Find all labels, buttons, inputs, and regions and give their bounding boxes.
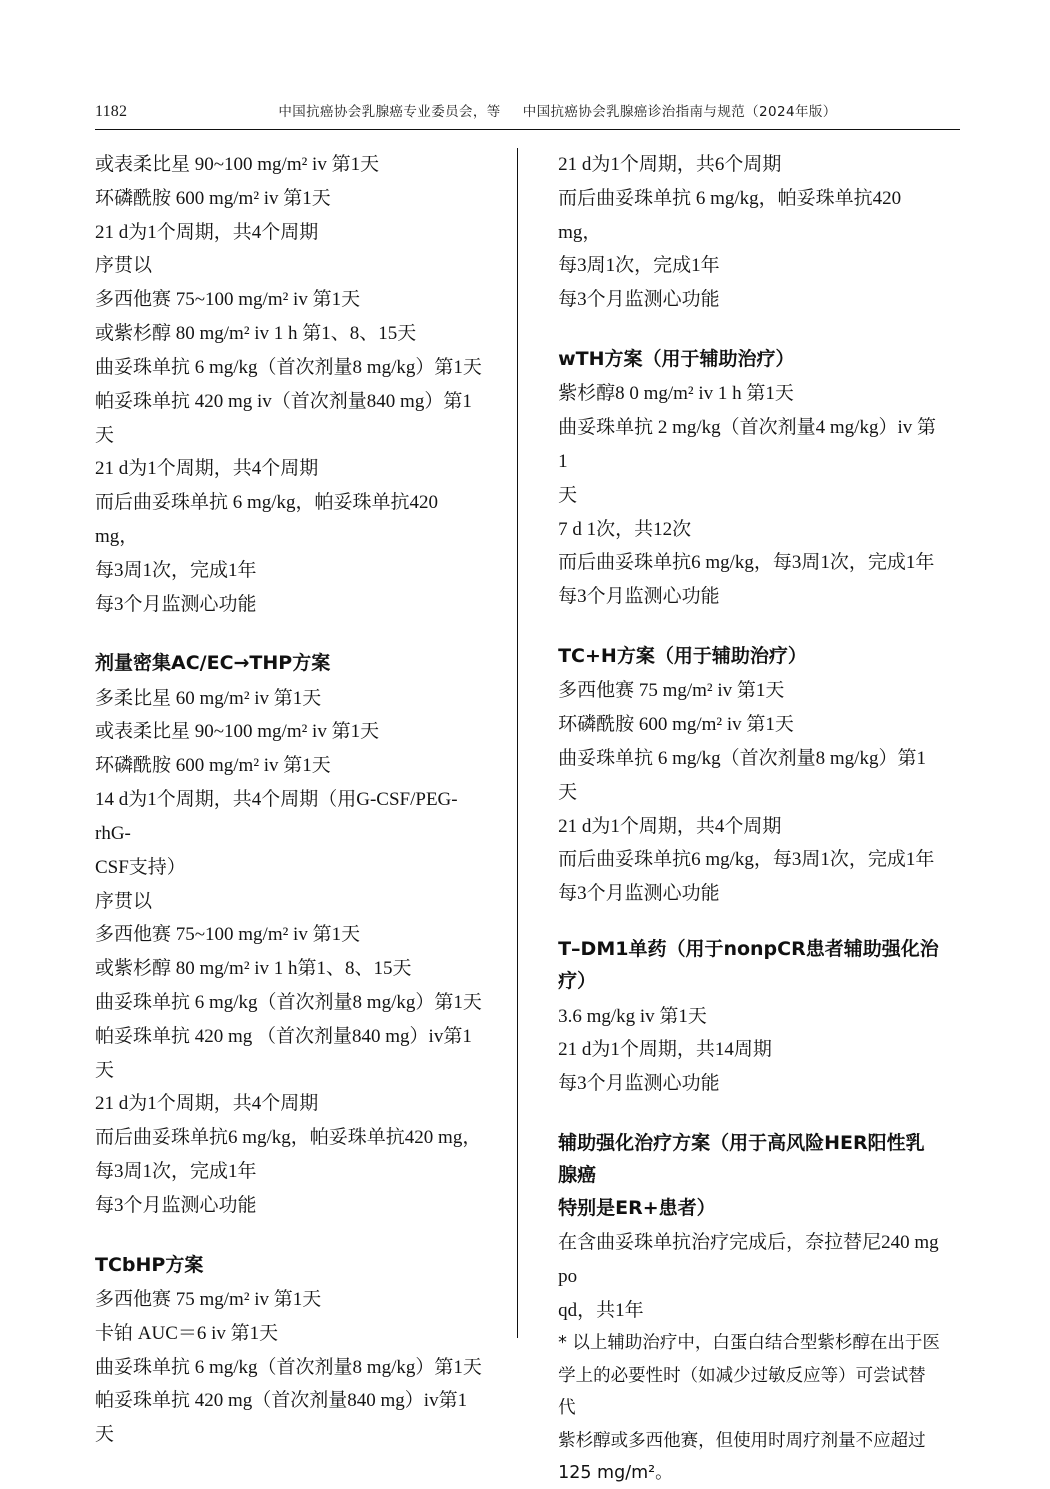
regimen-line: 序贯以 [95, 890, 153, 912]
regimen-line: 3.6 mg/kg iv 第1天 [558, 1005, 707, 1027]
regimen-line: 多西他赛 75 mg/m² iv 第1天 [95, 1288, 322, 1310]
regimen-line: 紫杉醇8 0 mg/m² iv 1 h 第1天 [558, 383, 794, 405]
regimen-line: 帕妥珠单抗 420 mg （首次剂量840 mg）iv第1天 [95, 1025, 472, 1081]
regimen-line: 环磷酰胺 600 mg/m² iv 第1天 [558, 714, 794, 736]
regimen-line: 环磷酰胺 600 mg/m² iv 第1天 [95, 187, 331, 209]
regimen-heading: wTH方案（用于辅助治疗） [558, 348, 795, 371]
right-block-tdm1 [558, 933, 940, 1101]
regimen-line: qd，共1年 [558, 1299, 644, 1321]
regimen-line: 帕妥珠单抗 420 mg（首次剂量840 mg）iv第1天 [95, 1390, 468, 1446]
footnote-line: 125 mg/m²。 [558, 1462, 673, 1483]
regimen-line: 曲妥珠单抗 6 mg/kg（首次剂量8 mg/kg）第1天 [558, 747, 926, 803]
regimen-line: 每3个月监测心功能 [95, 593, 257, 615]
two-column-body [95, 148, 960, 1483]
right-block-tc-h [558, 640, 940, 911]
regimen-line: 每3个月监测心功能 [558, 586, 720, 608]
regimen-line: 每3个月监测心功能 [558, 1073, 720, 1095]
regimen-heading-line2: 特别是ER+患者） [558, 1196, 716, 1219]
left-column [95, 148, 515, 1446]
regimen-heading: TC+H方案（用于辅助治疗） [558, 645, 807, 668]
regimen-line: 21 d为1个周期，共4个周期 [558, 815, 782, 837]
regimen-line: 卡铂 AUC＝6 iv 第1天 [95, 1322, 279, 1344]
regimen-line: 多西他赛 75~100 mg/m² iv 第1天 [95, 924, 361, 946]
column-divider [517, 148, 518, 1338]
page-header [95, 100, 960, 127]
regimen-line: 帕妥珠单抗 420 mg iv（首次剂量840 mg）第1天 [95, 390, 472, 446]
regimen-line: 而后曲妥珠单抗6 mg/kg，帕妥珠单抗420 mg， [95, 1127, 482, 1149]
footnote-line: 学上的必要性时（如减少过敏反应等）可尝试替代 [558, 1365, 926, 1419]
regimen-line: 21 d为1个周期，共14周期 [558, 1039, 772, 1061]
regimen-line: 天 [558, 484, 578, 506]
regimen-line: 或紫杉醇 80 mg/m² iv 1 h 第1、8、15天 [95, 323, 417, 345]
regimen-line: 每3周1次，完成1年 [95, 559, 257, 581]
regimen-line: 曲妥珠单抗 6 mg/kg（首次剂量8 mg/kg）第1天 [95, 356, 482, 378]
regimen-line: 每3个月监测心功能 [558, 883, 720, 905]
regimen-heading: T–DM1单药（用于nonpCR患者辅助强化治疗） [558, 938, 939, 993]
left-block-dd-ac-ec-thp [95, 647, 485, 1222]
right-column [520, 148, 944, 1483]
right-block-tcbhp-continued [558, 148, 940, 317]
regimen-line: 在含曲妥珠单抗治疗完成后，奈拉替尼240 mg po [558, 1231, 944, 1287]
regimen-line: 多西他赛 75 mg/m² iv 第1天 [558, 680, 785, 702]
regimen-line: 每3个月监测心功能 [558, 289, 720, 311]
regimen-line: 21 d为1个周期，共4个周期 [95, 221, 319, 243]
regimen-heading: 剂量密集AC/EC→THP方案 [95, 652, 331, 675]
regimen-line: 而后曲妥珠单抗6 mg/kg，每3周1次，完成1年 [558, 849, 935, 871]
regimen-line: 或表柔比星 90~100 mg/m² iv 第1天 [95, 154, 380, 175]
right-block-wth [558, 343, 940, 614]
header-rule [95, 129, 960, 130]
running-head-left: 中国抗癌协会乳腺癌专业委员会，等 [278, 104, 501, 120]
regimen-line: 每3周1次，完成1年 [558, 255, 720, 277]
footnote-line: * 以上辅助治疗中，白蛋白结合型紫杉醇在出于医 [558, 1333, 940, 1354]
running-head [155, 100, 960, 120]
regimen-line: 而后曲妥珠单抗 6 mg/kg，帕妥珠单抗420 mg， [558, 187, 906, 243]
regimen-line: 环磷酰胺 600 mg/m² iv 第1天 [95, 755, 331, 777]
running-head-right: 中国抗癌协会乳腺癌诊治指南与规范（2024年版） [522, 104, 837, 120]
regimen-heading-line1: 辅助强化治疗方案（用于高风险HER阳性乳腺癌 [558, 1132, 925, 1187]
regimen-line: CSF支持） [95, 856, 186, 878]
left-block-continued-regimen [95, 148, 485, 621]
regimen-line: 21 d为1个周期，共6个周期 [558, 154, 782, 175]
regimen-line: 曲妥珠单抗 6 mg/kg（首次剂量8 mg/kg）第1天 [95, 991, 482, 1013]
regimen-line: 每3个月监测心功能 [95, 1194, 257, 1216]
regimen-line: 多柔比星 60 mg/m² iv 第1天 [95, 687, 322, 709]
regimen-line: 曲妥珠单抗 2 mg/kg（首次剂量4 mg/kg）iv 第1 [558, 417, 936, 472]
regimen-line: 或紫杉醇 80 mg/m² iv 1 h第1、8、15天 [95, 958, 412, 980]
regimen-line: 而后曲妥珠单抗6 mg/kg，每3周1次，完成1年 [558, 552, 935, 574]
footnote-line: 紫杉醇或多西他赛，但使用时周疗剂量不应超过 [558, 1430, 926, 1451]
regimen-line: 7 d 1次，共12次 [558, 518, 692, 540]
right-block-intensified-adjuvant [558, 1127, 944, 1489]
page-number: 1182 [95, 103, 128, 120]
regimen-line: 21 d为1个周期，共4个周期 [95, 1093, 319, 1115]
regimen-line: 曲妥珠单抗 6 mg/kg（首次剂量8 mg/kg）第1天 [95, 1356, 482, 1378]
regimen-line: 21 d为1个周期，共4个周期 [95, 458, 319, 480]
regimen-line: 每3周1次，完成1年 [95, 1161, 257, 1183]
left-block-tcbhp [95, 1249, 485, 1452]
regimen-line: 或表柔比星 90~100 mg/m² iv 第1天 [95, 721, 380, 743]
regimen-line: 多西他赛 75~100 mg/m² iv 第1天 [95, 289, 361, 311]
regimen-heading: TCbHP方案 [95, 1253, 204, 1276]
regimen-line: 序贯以 [95, 255, 153, 277]
regimen-line: 14 d为1个周期，共4个周期（用G-CSF/PEG-rhG- [95, 789, 458, 844]
regimen-line: 而后曲妥珠单抗 6 mg/kg，帕妥珠单抗420 mg， [95, 492, 443, 547]
